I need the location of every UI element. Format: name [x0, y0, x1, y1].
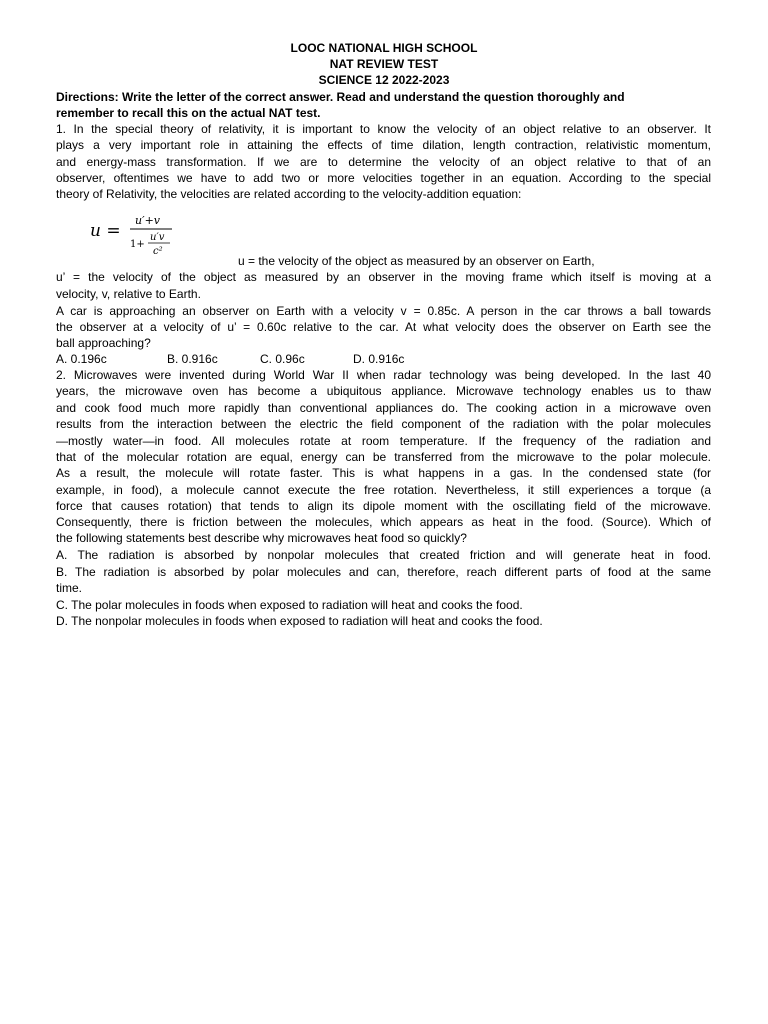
- q2-line-2: years, the microwave oven has become a ubiquitous appliance. Microwave technology enables us to thaw: [56, 384, 711, 398]
- q2-option-a: A. The radiation is absorbed by nonpolar molecules that created friction and will generate heat in food.: [56, 548, 711, 562]
- q2-line-3: and cook food much more rapidly than conventional appliances do. The cooking action in a microwave oven: [56, 401, 711, 415]
- formula-numerator: u′+v: [135, 214, 161, 227]
- q1-intro-line-2: plays a very important role in attaining the effects of time dilation, length contraction, relativistic momentum,: [56, 138, 711, 152]
- q1-def-u-prime: u’ = the velocity of the object as measured by an observer in the moving frame which itself is moving at a: [56, 270, 711, 284]
- formula-inner-numerator: u′v: [150, 232, 165, 243]
- q2-line-4: results from the interaction between the electric the field component of the radiation with the polar molecules: [56, 417, 711, 431]
- q1-option-b: B. 0.916c: [167, 352, 218, 366]
- subject-year: SCIENCE 12 2022-2023: [318, 73, 450, 87]
- q2-line-6: that of the molecular rotation are equal, energy can be transferred from the microwave to the polar molecule.: [56, 450, 711, 464]
- q1-intro-line-5: theory of Relativity, the velocities are related according to the velocity-addition equation:: [56, 187, 522, 201]
- school-name: LOOC NATIONAL HIGH SCHOOL: [290, 41, 478, 55]
- q1-option-a: A. 0.196c: [56, 352, 107, 366]
- q2-option-c: C. The polar molecules in foods when exposed to radiation will heat and cooks the food.: [56, 598, 523, 612]
- q1-problem-line-2: the observer at a velocity of u’ = 0.60c relative to the car. At what velocity does the observer on Earth see the: [56, 320, 711, 334]
- q2-option-b-continued: time.: [56, 581, 83, 595]
- q1-problem-line-1: A car is approaching an observer on Earth with a velocity v = 0.85c. A person in the car throws a ball towards: [56, 304, 711, 318]
- q1-problem-line-3: ball approaching?: [56, 336, 151, 350]
- q1-def-u: u = the velocity of the object as measured by an observer on Earth,: [238, 254, 595, 268]
- velocity-addition-formula: [90, 212, 180, 258]
- q1-intro-line-4: observer, oftentimes we have to add two or more velocities together in an equation. According to the special: [56, 171, 711, 185]
- q1-intro-line-1: 1. In the special theory of relativity, it is important to know the velocity of an object relative to an observer. It: [56, 122, 711, 136]
- q1-options: [56, 351, 404, 367]
- formula-inner-denominator: c²: [153, 246, 163, 257]
- q2-line-8: example, in food), a molecule cannot execute the free rotation. Nevertheless, it still experiences a torque (a: [56, 483, 711, 497]
- q2-line-5: —mostly water—in food. All molecules rotate at room temperature. If the frequency of the radiation and: [56, 434, 711, 448]
- q1-option-c: C. 0.96c: [260, 352, 305, 366]
- test-title: NAT REVIEW TEST: [329, 57, 439, 71]
- q2-line-7: As a result, the molecule will rotate faster. This is what happens in a gas. In the condensed state (for: [56, 466, 711, 480]
- q2-option-b: B. The radiation is absorbed by polar molecules and can, therefore, reach different parts of food at the same: [56, 565, 711, 579]
- q1-intro-line-3: and energy-mass transformation. If we are to determine the velocity of an object relative to that of an: [56, 155, 711, 169]
- q1-option-d: D. 0.916c: [353, 352, 405, 366]
- directions-line-2: remember to recall this on the actual NAT test.: [56, 106, 321, 120]
- formula-denominator-one: 1+: [130, 239, 145, 250]
- q2-line-10: Consequently, there is friction between the molecules, which appears as heat in the food. (Source). Which of: [56, 515, 711, 529]
- q2-line-11: the following statements best describe why microwaves heat food so quickly?: [56, 531, 467, 545]
- formula-lhs: u =: [90, 221, 121, 241]
- directions-line-1: Directions: Write the letter of the correct answer. Read and understand the question thoroughly and: [56, 90, 625, 104]
- q1-def-v: velocity, v, relative to Earth.: [56, 287, 201, 301]
- q2-option-d: D. The nonpolar molecules in foods when exposed to radiation will heat and cooks the food.: [56, 614, 543, 628]
- q2-line-1: 2. Microwaves were invented during World War II when radar technology was being developed. In the last 40: [56, 368, 711, 382]
- q2-line-9: force that causes rotation) that tends to align its dipole moment with the oscillating field of the microwave.: [56, 499, 711, 513]
